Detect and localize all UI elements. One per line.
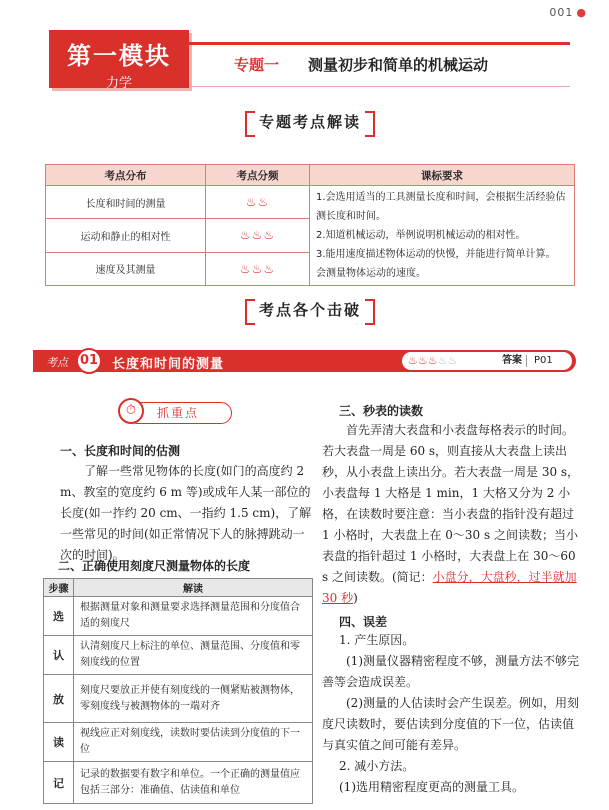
table-row: 认 认清刻度尺上标注的单位、测量范围、分度值和零刻度线的位置 — [44, 636, 313, 675]
topic-cell: 运动和静止的相对性 — [46, 219, 206, 252]
kaodian-label: 考点 — [46, 356, 68, 369]
section-heading: 四、误差 — [339, 615, 388, 629]
subheading: 1. 产生原因。 — [339, 633, 415, 647]
table-row: 记 记录的数据要有数字和单位。一个正确的测量值应包括三部分：准确值、估读值和单位 — [44, 762, 313, 804]
table-header: 课标要求 — [310, 165, 575, 186]
paragraph: (2)测量的人估读时会产生误差。例如，用刻度尺读数时，要估读到分度值的下一位，估读值与真实值之间可能有差异。 — [322, 696, 579, 752]
section-heading: 一、长度和时间的估测 — [60, 444, 181, 458]
answer-label: 答案 — [502, 355, 522, 366]
topic-title: 测量初步和简单的机械运动 — [308, 56, 489, 74]
table-row: 选 根据测量对象和测量要求选择测量范围和分度值合适的刻度尺 — [44, 597, 313, 636]
module-title: 第一模块 — [67, 42, 171, 70]
section-heading: 二、正确使用刻度尺测量物体的长度 — [58, 559, 251, 573]
grab-keypoint-badge: 抓重点 — [126, 402, 232, 424]
topic-cell: 速度及其测量 — [46, 252, 206, 285]
requirement-item: 2.知道机械运动，举例说明机械运动的相对性。 — [316, 230, 526, 241]
section-heading: 三、秒表的读数 — [339, 404, 424, 418]
table-header: 考点分布 — [46, 165, 206, 186]
kaodian-number: 01 — [76, 348, 102, 374]
stopwatch-icon: ⏱ — [118, 398, 144, 424]
difficulty-icon: ♨♨♨♨♨ — [408, 354, 458, 367]
topic-tag: 专题一 — [234, 56, 280, 74]
kaodian-meta — [402, 352, 572, 370]
module-subtitle: 力学 — [105, 76, 132, 91]
mnemonic-highlight: 小盘分，大盘秒，过半就加 30 秒 — [322, 570, 577, 605]
paragraph: 了解一些常见物体的长度(如门的高度约 2 m、教室的宽度约 6 m 等)或成年人某一部位的长度(如一拃约 20 cm、一指约 1.5 cm)，了解一些常见的时间(如正常情况下人的脉搏跳动一次的时间)。 — [60, 464, 312, 562]
section-banner-overview: 专题考点解读 — [245, 109, 375, 135]
topic-cell: 长度和时间的测量 — [46, 186, 206, 219]
paragraph: 首先弄清大表盘和小表盘每格表示的时间。若大表盘一周是 60 s，则直接从大表盘上读出秒，从小表盘上读出分。若大表盘一周是 30 s，小表盘每 1 大格是 1 min，1 大格又分为 2 小格，在读数时要注意：当小表盘的指针没有超过 1 小格时，大表盘上在 0～30 s 之间读数；当小表盘的指针超过 1 小格时，大表盘上在 30～60 s 之间读数。(简记：小盘分，大盘秒，过半就加 30 秒) — [322, 423, 580, 605]
requirements-cell — [310, 186, 575, 286]
table-header: 考点分频 — [206, 165, 310, 186]
table-row: 读 视线应正对刻度线，读数时要估读到分度值的下一位 — [44, 723, 313, 762]
table-header: 解读 — [74, 579, 313, 597]
frequency-icon: ♨♨♨ — [206, 252, 310, 285]
overview-table — [45, 164, 575, 286]
header-rule — [189, 42, 570, 45]
paragraph: (1)选用精密程度更高的测量工具。 — [339, 780, 524, 794]
frequency-icon: ♨♨ — [206, 186, 310, 219]
table-row: 放 刻度尺要放正并使有刻度线的一侧紧贴被测物体，零刻度线与被测物体的一端对齐 — [44, 675, 313, 723]
table-row — [46, 186, 575, 219]
page-number: 001 ● — [549, 6, 587, 19]
divider — [526, 355, 527, 367]
steps-table — [43, 578, 313, 804]
kaodian-title: 长度和时间的测量 — [112, 357, 225, 372]
section-banner-breakthrough: 考点各个击破 — [245, 297, 375, 323]
table-header: 步骤 — [44, 579, 74, 597]
subheading: 2. 减小方法。 — [339, 759, 415, 773]
frequency-icon: ♨♨♨ — [206, 219, 310, 252]
header-rule-thin — [189, 86, 570, 87]
requirement-item: 1.会选用适当的工具测量长度和时间，会根据生活经验估测长度和时间。 — [316, 192, 566, 222]
paragraph: (1)测量仪器精密程度不够，测量方法不够完善等会造成误差。 — [322, 654, 579, 689]
requirement-item: 3.能用速度描述物体运动的快慢，并能进行简单计算。 会测量物体运动的速度。 — [316, 249, 556, 279]
module-badge — [49, 30, 189, 91]
answer-ref: P01 — [534, 355, 553, 366]
